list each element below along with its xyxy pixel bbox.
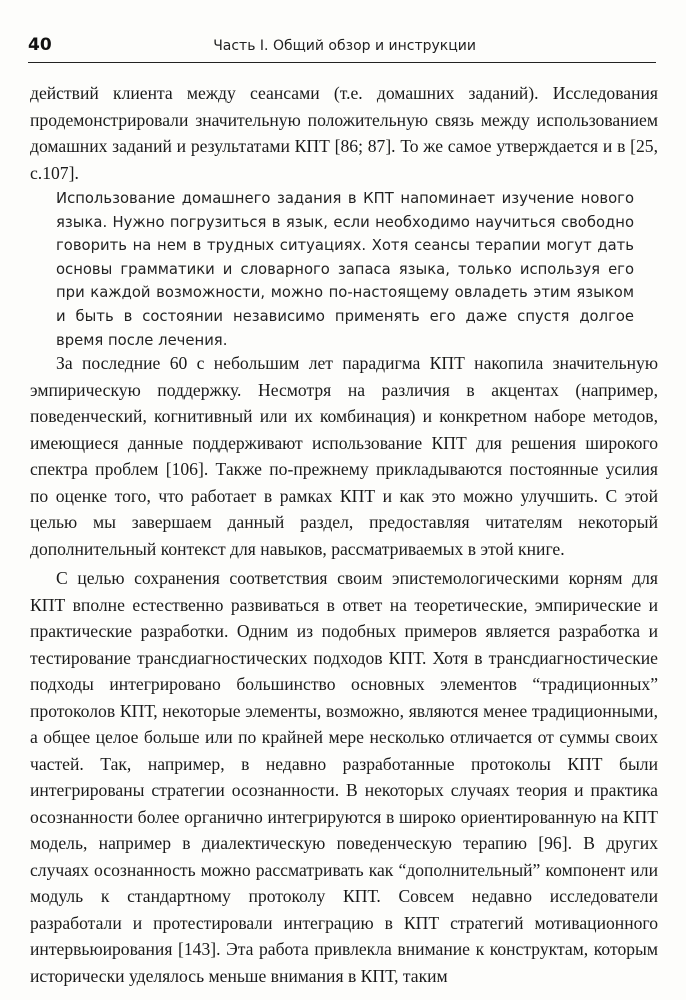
paragraph-continued — [30, 80, 658, 186]
paragraph-text: С целью сохранения соответствия своим эпистемологическими корням для КПТ вполне естественно развиваться в ответ на теоретические, эмпирические и практические разработки. Одним из подобных примеров является разработка и тестирование трансдиагностических подходов КПТ. Хотя в трансдиагностические подходы интегрировано большинство основных элементов “традиционных” протоколов КПТ, некоторые элементы, возможно, являются менее традиционными, а общее целое больше или по крайней мере несколько отличается от суммы своих частей. Так, например, в недавно разработанные протоколы КПТ были интегрированы стратегии осознанности. В некоторых случаях теория и практика осознанности более органично интегрируются в широко ориентированную на КПТ модель, например в диалектическую поведенческую терапию [96]. В других случаях осознанность можно рассматривать как “дополнительный” компонент или модуль к стандартному протоколу КПТ. Совсем недавно исследователи разработали и протестировали интеграцию в КПТ стратегий мотивационного интервьюирования [143]. Эта работа привлекла внимание к конструктам, которым исторически уделялось меньше внимания в КПТ, таким — [30, 568, 658, 986]
paragraph-cbt-support — [30, 350, 658, 562]
page-number: 40 — [28, 35, 52, 55]
block-quote — [56, 187, 634, 352]
paragraph-text: За последние 60 с небольшим лет парадигма КПТ накопила значительную эмпирическую поддержку. Несмотря на различия в акцентах (например, поведенческий, когнитивный или их комбинация) и конкретном наборе методов, имеющиеся данные поддерживают использование КПТ для решения широкого спектра проблем [106]. Также по-прежнему прикладываются постоянные усилия по оценке того, что работает в рамках КПТ и как это можно улучшить. С этой целью мы завершаем данный раздел, предоставляя читателям некоторый дополнительный контекст для навыков, рассматриваемых в этой книге. — [30, 353, 658, 559]
quote-text: Использование домашнего задания в КПТ напоминает изучение нового языка. Нужно погрузиться в язык, если необходимо научиться свободно говорить на нем в трудных ситуациях. Хотя сеансы терапии могут дать основы грамматики и словарного запаса языка, только используя его при каждой возможности, можно по-настоящему овладеть этим языком и быть в состоянии независимо применять его даже спустя долгое время после лечения. — [56, 190, 634, 349]
paragraph-transdiagnostic — [30, 565, 658, 989]
paragraph-text: действий клиента между сеансами (т.е. домашних заданий). Исследования продемонстрировали значительную положительную связь между использованием домашних заданий и результатами КПТ [86; 87]. То же самое утверждается и в [25, с.107]. — [30, 83, 658, 183]
page-header — [28, 34, 656, 63]
running-head: Часть I. Общий обзор и инструкции — [213, 38, 476, 54]
